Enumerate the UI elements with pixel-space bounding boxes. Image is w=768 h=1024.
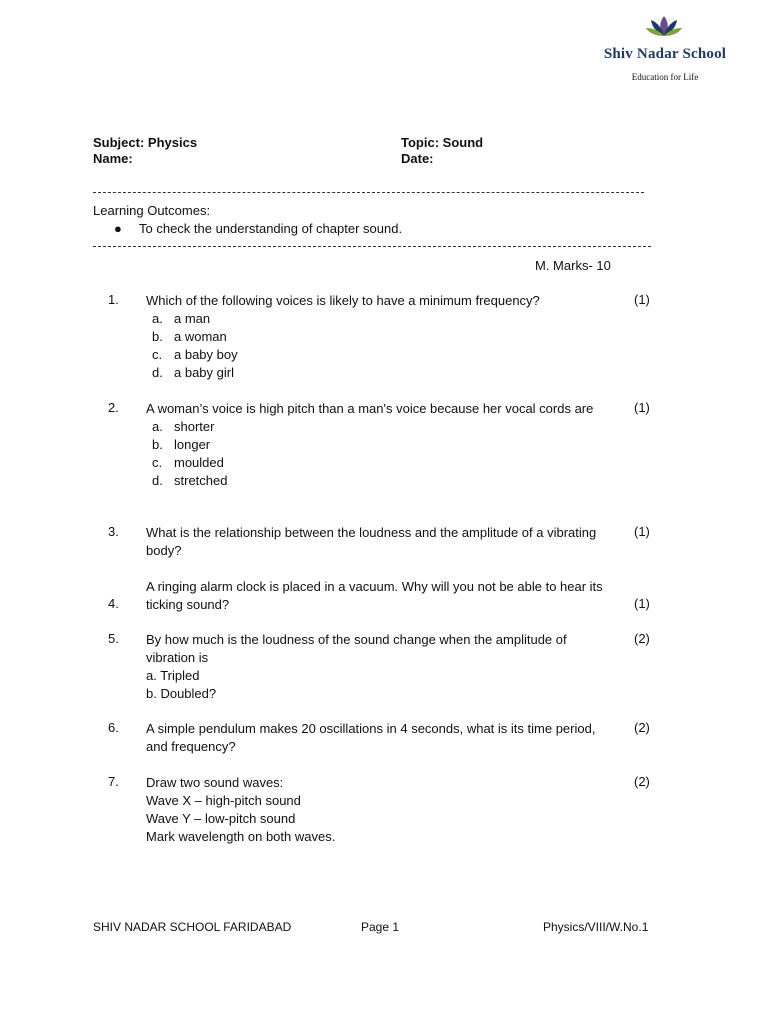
options-list <box>146 418 616 490</box>
footer-school: SHIV NADAR SCHOOL FARIDABAD <box>93 920 292 934</box>
question-text: Draw two sound waves: <box>146 775 284 790</box>
question-marks: (2) <box>634 631 650 646</box>
question-text: A ringing alarm clock is placed in a vacuum. Why will you not be able to hear its ticking sound? <box>146 579 603 612</box>
question-number: 7. <box>108 774 119 789</box>
question-text: Which of the following voices is likely to have a minimum frequency? <box>146 293 540 308</box>
option-item: d. a baby girl <box>152 365 234 380</box>
date-label: Date: <box>401 151 434 166</box>
question-number: 3. <box>108 524 119 539</box>
question-number: 6. <box>108 720 119 735</box>
option-item: b. longer <box>152 437 211 452</box>
sub-part: a. Tripled <box>146 668 200 683</box>
topic-line <box>401 135 483 150</box>
footer-page-number: Page 1 <box>361 920 400 934</box>
subject-value: Physics <box>147 135 198 150</box>
max-marks: M. Marks- 10 <box>535 258 611 273</box>
lotus-icon <box>644 12 684 42</box>
question-text: A simple pendulum makes 20 oscillations in 4 seconds, what is its time period, and frequency? <box>146 721 596 754</box>
question-number: 5. <box>108 631 119 646</box>
question-number: 2. <box>108 400 119 415</box>
subject-line <box>93 135 197 150</box>
sub-part: b. Doubled? <box>146 686 217 701</box>
option-item: a. shorter <box>152 419 215 434</box>
question-number: 4. <box>108 596 119 611</box>
question-text: What is the relationship between the loudness and the amplitude of a vibrating body? <box>146 525 597 558</box>
name-label: Name: <box>93 151 133 166</box>
question-text: By how much is the loudness of the sound change when the amplitude of vibration is <box>146 632 567 665</box>
topic-label: Topic: <box>401 135 440 150</box>
school-logo <box>600 10 740 90</box>
option-item: c. moulded <box>152 455 224 470</box>
question-marks: (2) <box>634 720 650 735</box>
option-item: a. a man <box>152 311 211 326</box>
outcome-bullet-icon: ● <box>114 221 122 236</box>
logo-tagline: Education for Life <box>631 72 699 82</box>
question-number: 1. <box>108 292 119 307</box>
question-marks: (1) <box>634 400 650 415</box>
question-marks: (2) <box>634 774 650 789</box>
footer-reference: Physics/VIII/W.No.1 <box>543 920 649 934</box>
learning-outcomes-title: Learning Outcomes: <box>93 203 211 218</box>
instruction-line: Mark wavelength on both waves. <box>146 829 336 844</box>
instruction-line: Wave X – high-pitch sound <box>146 793 301 808</box>
instruction-line: Wave Y – low-pitch sound <box>146 811 296 826</box>
divider-bottom <box>93 246 651 247</box>
question-text: A woman’s voice is high pitch than a man's voice because her vocal cords are <box>146 401 594 416</box>
question-marks: (1) <box>634 292 650 307</box>
logo-school-name: Shiv Nadar School <box>603 46 727 62</box>
divider-top <box>93 192 644 193</box>
question-marks: (1) <box>634 524 650 539</box>
question-marks: (1) <box>634 596 650 611</box>
option-item: c. a baby boy <box>152 347 238 362</box>
outcome-item: To check the understanding of chapter sound. <box>139 221 403 236</box>
topic-value: Sound <box>442 135 484 150</box>
option-item: d. stretched <box>152 473 228 488</box>
options-list <box>146 310 616 382</box>
option-item: b. a woman <box>152 329 227 344</box>
subject-label: Subject: <box>93 135 145 150</box>
